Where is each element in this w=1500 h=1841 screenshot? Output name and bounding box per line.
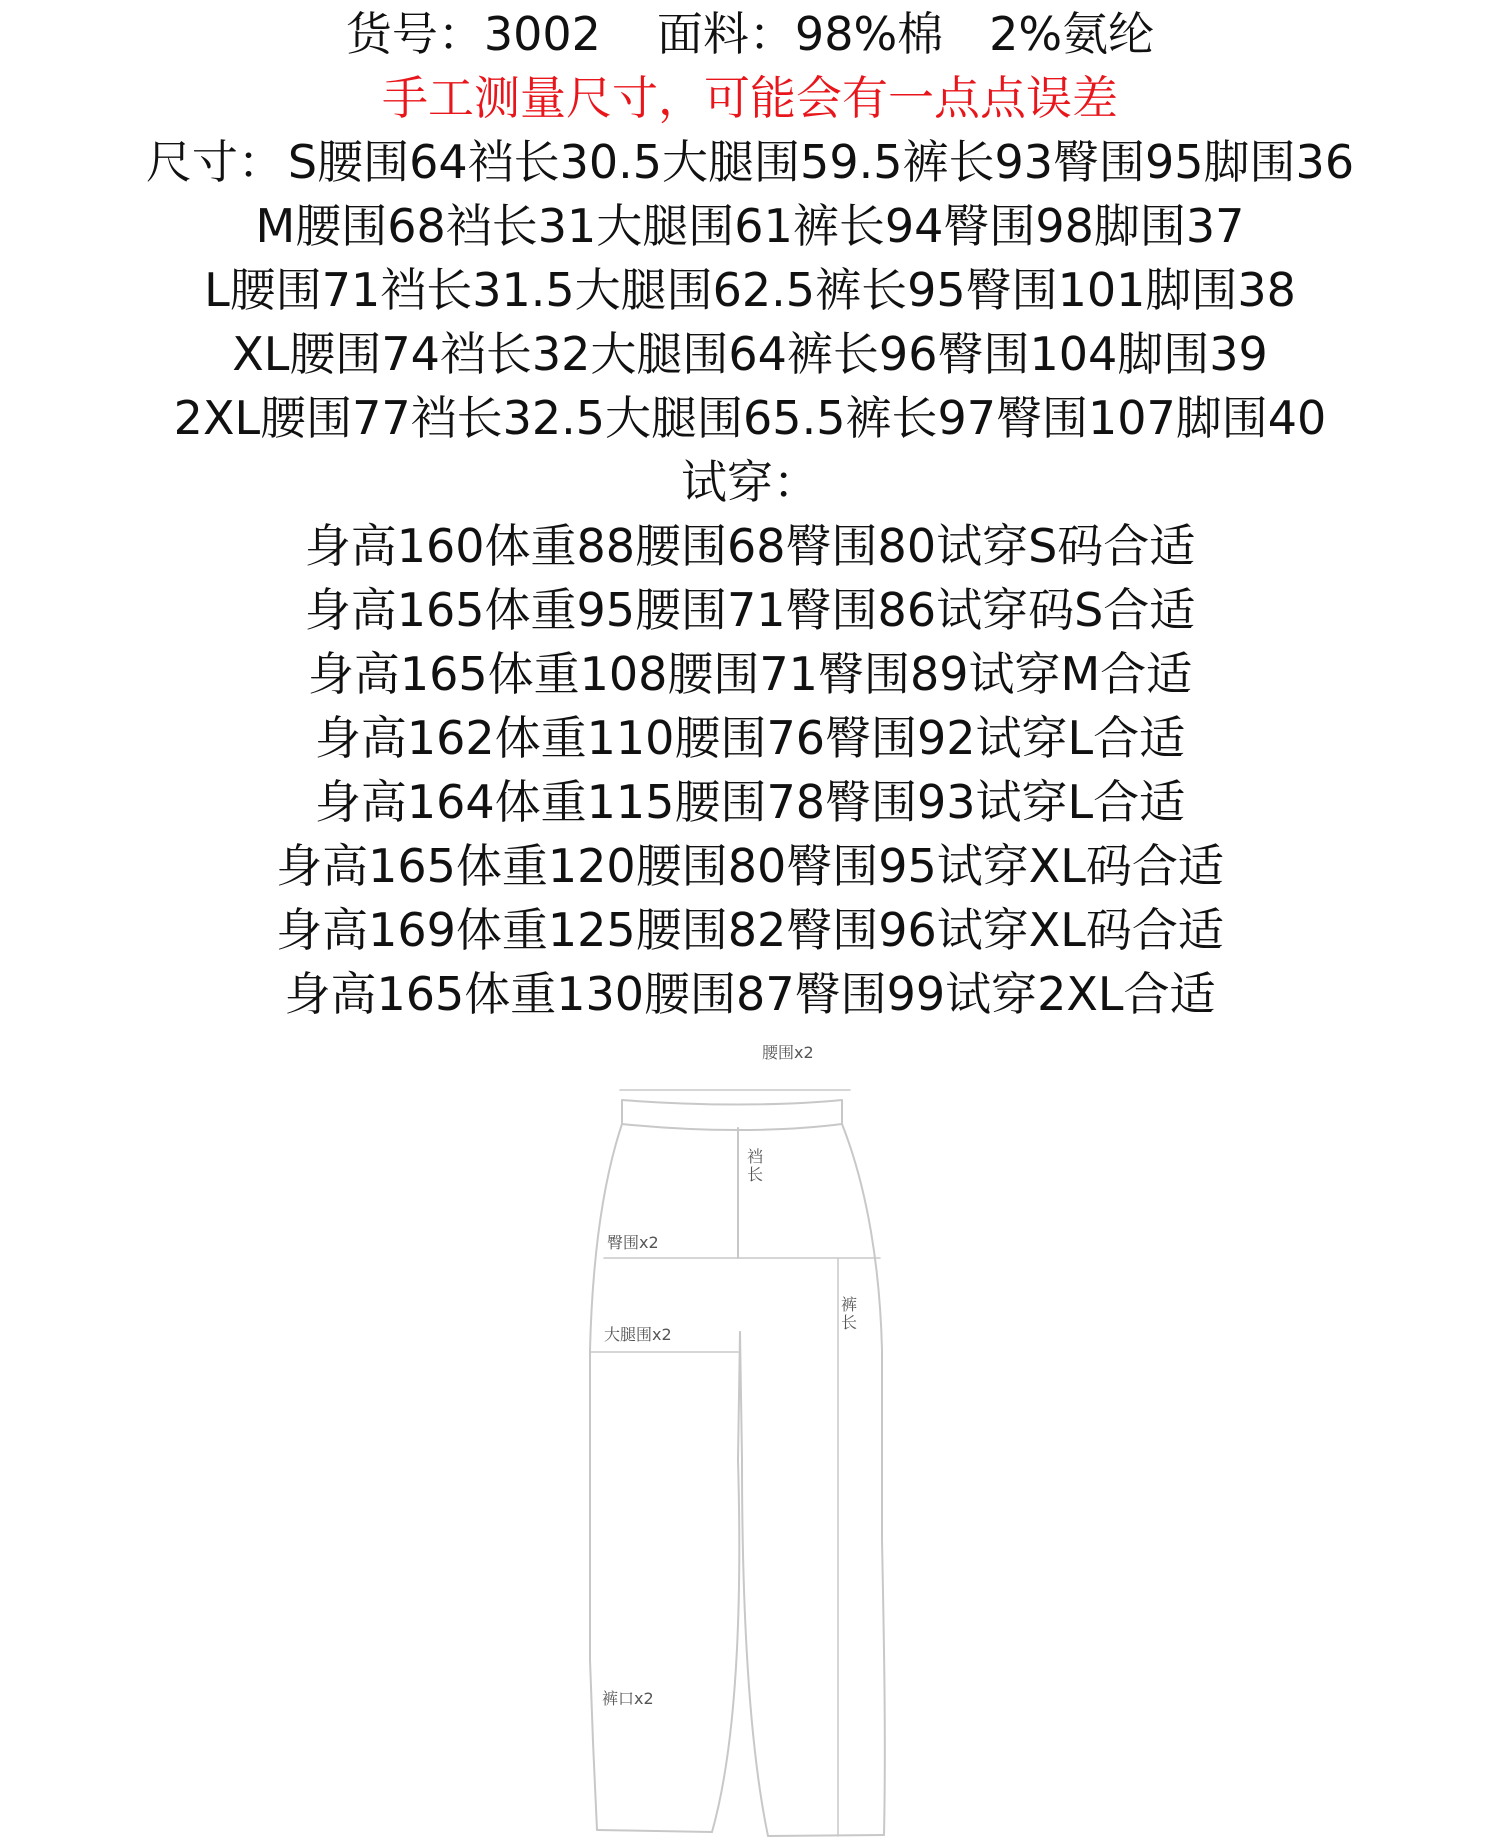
size-row-l: L腰围71裆长31.5大腿围62.5裤长95臀围101脚围38 xyxy=(204,263,1296,317)
sizes-prefix: 尺寸： xyxy=(145,135,284,189)
tryon-row: 身高162体重110腰围76臀围92试穿L合适 xyxy=(314,711,1186,765)
size-row-2xl: 2XL腰围77裆长32.5大腿围65.5裤长97臀围107脚围40 xyxy=(173,391,1327,445)
hip-label: 臀围x2 xyxy=(607,1233,659,1252)
waist-label: 腰围x2 xyxy=(762,1043,814,1062)
tryon-row: 身高165体重95腰围71臀围86试穿码S合适 xyxy=(304,583,1196,637)
tryon-row: 身高169体重125腰围82臀围96试穿XL码合适 xyxy=(276,903,1224,957)
size-row xyxy=(0,132,1500,192)
tryon-row: 身高165体重120腰围80臀围95试穿XL码合适 xyxy=(276,839,1224,893)
size-row-s: S腰围64裆长30.5大腿围59.5裤长93臀围95脚围36 xyxy=(287,135,1355,189)
pants-measurement-diagram xyxy=(0,1040,1500,1840)
thigh-label: 大腿围x2 xyxy=(604,1325,672,1344)
size-row-m: M腰围68裆长31大腿围61裤长94臀围98脚围37 xyxy=(255,199,1245,253)
rise-label: 裆长 xyxy=(746,1147,763,1184)
tryon-row: 身高165体重130腰围87臀围99试穿2XL合适 xyxy=(284,967,1216,1021)
tryon-row: 身高160体重88腰围68臀围80试穿S码合适 xyxy=(304,519,1196,573)
size-row-xl: XL腰围74裆长32大腿围64裤长96臀围104脚围39 xyxy=(232,327,1268,381)
fabric-composition: 面料：98%棉 2%氨纶 xyxy=(656,7,1155,61)
tryon-row: 身高164体重115腰围78臀围93试穿L合适 xyxy=(314,775,1186,829)
header-line xyxy=(0,4,1500,64)
hem-label: 裤口x2 xyxy=(602,1689,654,1708)
tryon-row: 身高165体重108腰围71臀围89试穿M合适 xyxy=(307,647,1193,701)
length-label: 裤长 xyxy=(840,1295,857,1332)
item-number: 货号：3002 xyxy=(345,7,601,61)
tryon-label: 试穿： xyxy=(681,455,819,509)
measurement-notice: 手工测量尺寸，可能会有一点点误差 xyxy=(382,71,1118,125)
